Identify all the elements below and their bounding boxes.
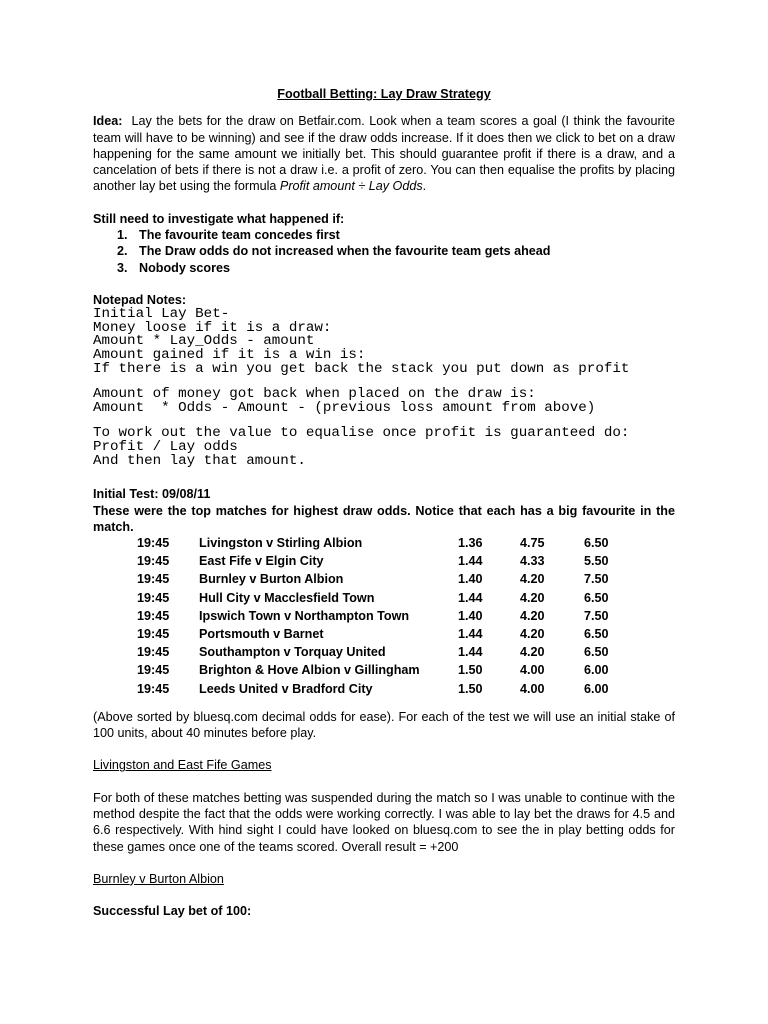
table-row: 19:45 Livingston v Stirling Albion 1.36 4.75 6.50 — [137, 536, 609, 551]
idea-paragraph — [93, 113, 675, 194]
initial-test-intro: These were the top matches for highest draw odds. Notice that each has a big favourite in the match. — [93, 503, 675, 534]
livingston-text: For both of these matches betting was suspended during the match so I was unable to continue with the method despite the fact that the odds were working correctly. I was able to lay bet the draws for 4.5 and 6.6 respectively. With hind sight I could have looked on bluesq.com to see the in play betting odds for these games once one of the teams scored. Overall result = +200 — [93, 790, 675, 854]
notepad-heading: Notepad Notes: — [93, 292, 187, 307]
table-row: 19:45 East Fife v Elgin City 1.44 4.33 5.50 — [137, 554, 609, 569]
idea-end: . — [422, 179, 427, 194]
notepad-block-2 — [93, 388, 675, 415]
notepad-line: Money loose if it is a draw: — [93, 319, 332, 336]
table-row: 19:45 Southampton v Torquay United 1.44 4.20 6.50 — [137, 645, 609, 660]
list-item: 1. The favourite team concedes first — [117, 228, 340, 243]
document-title: Football Betting: Lay Draw Strategy — [277, 87, 491, 101]
list-item: 2. The Draw odds do not increased when the favourite team gets ahead — [117, 244, 551, 259]
notepad-block-1 — [93, 308, 675, 376]
idea-formula: Profit amount ÷ Lay Odds — [279, 179, 423, 194]
burnley-heading: Burnley v Burton Albion — [93, 871, 224, 886]
notepad-block-3 — [93, 427, 675, 468]
list-item: 3. Nobody scores — [117, 260, 230, 275]
idea-label: Idea: — [93, 114, 123, 129]
notepad-line: Amount * Odds - Amount - (previous loss amount from above) — [93, 399, 596, 416]
investigate-list — [93, 227, 675, 276]
table-row: 19:45 Burnley v Burton Albion 1.40 4.20 7.50 — [137, 572, 609, 587]
notepad-line: Amount gained if it is a win is: — [93, 347, 366, 364]
document-page — [93, 86, 675, 919]
notepad-line: Profit / Lay odds — [93, 439, 238, 456]
initial-test-heading: Initial Test: 09/08/11 — [93, 487, 211, 502]
odds-note: (Above sorted by bluesq.com decimal odds for ease). For each of the test we will use an initial stake of 100 units, about 40 minutes before play. — [93, 709, 675, 741]
investigate-intro: Still need to investigate what happened if: — [93, 211, 345, 226]
table-row: 19:45 Brighton & Hove Albion v Gillingham 1.50 4.00 6.00 — [137, 663, 609, 678]
livingston-heading: Livingston and East Fife Games — [93, 758, 272, 773]
table-row: 19:45 Hull City v Macclesfield Town 1.44 4.20 6.50 — [137, 590, 609, 605]
notepad-line: And then lay that amount. — [93, 452, 306, 469]
table-row: 19:45 Leeds United v Bradford City 1.50 4.00 6.00 — [137, 681, 609, 696]
table-row: 19:45 Portsmouth v Barnet 1.44 4.20 6.50 — [137, 627, 609, 642]
notepad-line: Amount * Lay_Odds - amount — [93, 333, 315, 350]
burnley-text: Successful Lay bet of 100: — [93, 904, 252, 919]
idea-text: Lay the bets for the draw on Betfair.com. Look when a team scores a goal (I think the favourite team will have to be winning) and see if the draw odds increase. If it does then we click to bet on a draw happening for the same amount we initially bet. This should guarantee profit if there is a draw, and a cancelation of bets if there is not a draw i.e. a profit of zero. You can then equalise the profits by placing another lay bet using the formula — [93, 114, 676, 194]
notepad-line: If there is a win you get back the stack you put down as profit — [93, 360, 630, 377]
notepad-line: Initial Lay Bet- — [93, 306, 230, 323]
notepad-line: Amount of money got back when placed on the draw is: — [93, 386, 536, 403]
matches-table — [137, 535, 624, 699]
table-row: 19:45 Ipswich Town v Northampton Town 1.40 4.20 7.50 — [137, 608, 609, 623]
notepad-line: To work out the value to equalise once profit is guaranteed do: — [93, 425, 630, 442]
